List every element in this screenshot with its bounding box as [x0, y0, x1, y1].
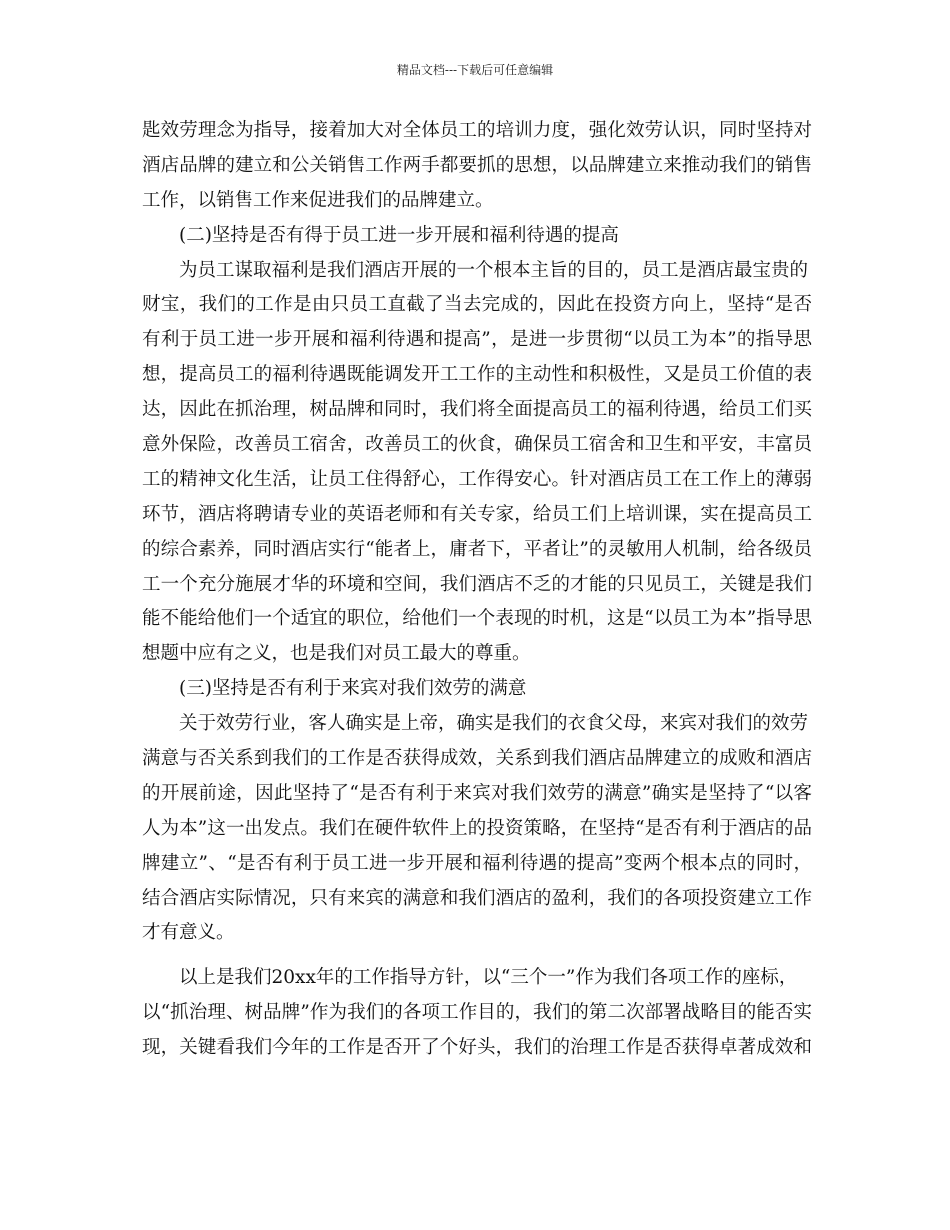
text-line: 结合酒店实际情况，只有来宾的满意和我们酒店的盈利，我们的各项投资建立工作 [142, 887, 812, 909]
text-line: 达，因此在抓治理，树品牌和同时，我们将全面提高员工的福利待遇，给员工们买 [142, 399, 812, 421]
text-line: 以上是我们20xx年的工作指导方针，以“三个一”作为我们各项工作的座标， [179, 967, 798, 989]
text-line: 工的精神文化生活，让员工住得舒心，工作得安心。针对酒店员工在工作上的薄弱 [142, 468, 812, 490]
paragraph [142, 114, 812, 219]
text-line: 为员工谋取福利是我们酒店开展的一个根本主旨的目的，员工是酒店最宝贵的 [179, 259, 809, 281]
text-line: 酒店品牌的建立和公关销售工作两手都要抓的思想，以品牌建立来推动我们的销售 [142, 154, 812, 176]
text-line: 牌建立”、“是否有利于员工进一步开展和福利待遇的提高”变两个根本点的同时， [142, 852, 812, 874]
text-line: 想题中应有之义，也是我们对员工最大的尊重。 [142, 643, 531, 665]
paragraph [142, 254, 812, 673]
text-line: 能不能给他们一个适宜的职位，给他们一个表现的时机，这是“以员工为本”指导思 [142, 608, 812, 630]
text-line: 满意与否关系到我们的工作是否获得成效，关系到我们酒店品牌建立的成败和酒店 [142, 748, 812, 770]
text-line: 意外保险，改善员工宿舍，改善员工的伙食，确保员工宿舍和卫生和平安，丰富员 [142, 434, 812, 456]
heading-text: (三)坚持是否有利于来宾对我们效劳的满意 [179, 678, 527, 700]
text-line: 匙效劳理念为指导，接着加大对全体员工的培训力度，强化效劳认识，同时坚持对 [142, 120, 812, 141]
section-heading [142, 672, 812, 707]
text-line: 人为本”这一出发点。我们在硬件软件上的投资策略，在坚持“是否有利于酒店的品 [142, 817, 812, 839]
text-line: 有利于员工进一步开展和福利待遇和提高”，是进一步贯彻“以员工为本”的指导思 [142, 329, 812, 351]
text-line: 的开展前途，因此坚持了“是否有利于来宾对我们效劳的满意”确实是坚持了“以客 [142, 782, 812, 804]
page-header: 精品文档---下载后可任意编辑 [396, 63, 554, 77]
text-line: 才有意义。 [142, 922, 235, 944]
heading-text: (二)坚持是否有得于员工进一步开展和福利待遇的提高 [179, 224, 619, 246]
text-line: 环节，酒店将聘请专业的英语老师和有关专家，给员工们上培训课，实在提高员工 [142, 503, 812, 525]
section-heading [142, 219, 812, 254]
text-line: 现，关键看我们今年的工作是否开了个好头，我们的治理工作是否获得卓著成效和 [142, 1037, 812, 1059]
text-line: 关于效劳行业，客人确实是上帝，确实是我们的衣食父母，来宾对我们的效劳 [179, 713, 809, 735]
text-line: 想，提高员工的福利待遇既能调发开工工作的主动性和积极性，又是员工价值的表 [142, 364, 812, 386]
text-line: 财宝，我们的工作是由只员工直截了当去完成的，因此在投资方向上，坚持“是否 [142, 294, 812, 316]
paragraph [142, 961, 812, 1066]
text-line: 工一个充分施展才华的环境和空间，我们酒店不乏的才能的只见员工，关键是我们 [142, 573, 812, 595]
text-line: 的综合素养，同时酒店实行“能者上，庸者下，平者让”的灵敏用人机制，给各级员 [142, 538, 812, 560]
paragraph [142, 707, 812, 951]
text-line: 工作，以销售工作来促进我们的品牌建立。 [142, 189, 494, 211]
paragraph-gap [142, 951, 812, 961]
text-line: 以“抓治理、树品牌”作为我们的各项工作目的，我们的第二次部署战略目的能否实 [142, 1002, 812, 1024]
document-body [142, 114, 812, 1066]
